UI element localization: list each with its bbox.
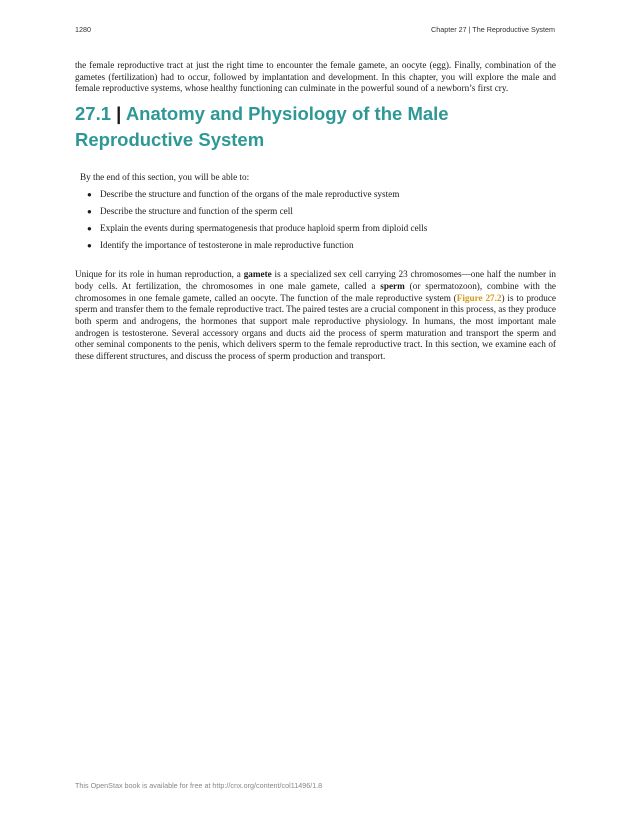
bullet-icon: ● <box>87 190 92 200</box>
objective-item: ● Describe the structure and function of the sperm cell <box>87 206 293 217</box>
main-paragraph: Unique for its role in human reproduction, a gamete is a specialized sex cell carrying 23 chromosomes—one half the number in body cells. At fertilization, the chromosomes in one male gamete, called a sperm (or spermatozoon), combine with the chromosomes in one female gamete, called an oocyte. The function of the male reproductive system (Figure 27.2) is to produce sperm and transfer them to the female reproductive tract. The paired testes are a crucial component in this process, as they produce both sperm and androgens, the hormones that support male reproductive physiology. In humans, the most important male androgen is testosterone. Several accessory organs and ducts aid the process of sperm maturation and transport the sperm and other seminal components to the penis, which delivers sperm to the female reproductive tract. In this section, we examine each of these different structures, and discuss the process of sperm production and transport. <box>75 269 556 362</box>
section-heading <box>75 99 556 153</box>
section-separator: | <box>116 103 122 125</box>
objectives-lead: By the end of this section, you will be able to: <box>80 172 250 183</box>
chapter-title: Chapter 27 | The Reproductive System <box>431 25 555 34</box>
page-number: 1280 <box>75 25 91 34</box>
objective-item: ● Explain the events during spermatogenesis that produce haploid sperm from diploid cells <box>87 223 428 234</box>
page-footer: This OpenStax book is available for free at http://cnx.org/content/col11496/1.8 <box>75 781 323 790</box>
bullet-icon: ● <box>87 207 92 217</box>
term-gamete: gamete <box>243 269 272 280</box>
bullet-icon: ● <box>87 224 92 234</box>
objectives-list <box>80 189 556 251</box>
intro-paragraph: the female reproductive tract at just the right time to encounter the female gamete, an oocyte (egg). Finally, combination of the gametes (fertilization) had to occur, followed by implantation and development. In this chapter, you will explore the male and female reproductive systems, whose healthy functioning can culminate in the powerful sound of a newborn’s first cry. <box>75 60 556 94</box>
section-title: Anatomy and Physiology of the Male Reproductive System <box>75 103 449 151</box>
bullet-icon: ● <box>87 241 92 251</box>
section-number: 27.1 <box>75 103 112 125</box>
learning-objectives <box>80 172 556 251</box>
figure-link[interactable]: Figure 27.2 <box>456 292 502 303</box>
objective-item: ● Describe the structure and function of the organs of the male reproductive system <box>87 189 400 200</box>
objective-item: ● Identify the importance of testosterone in male reproductive function <box>87 240 354 251</box>
page-content <box>75 60 556 363</box>
term-sperm: sperm <box>380 280 405 291</box>
